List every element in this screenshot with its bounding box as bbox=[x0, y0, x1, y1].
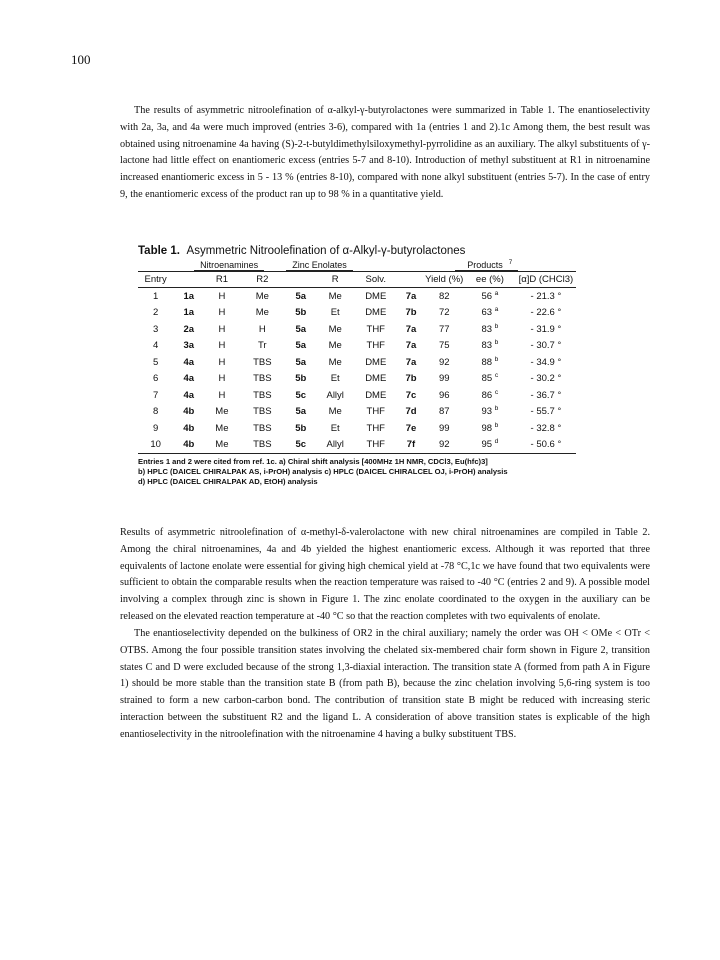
cell-enolate: 5a bbox=[295, 406, 307, 418]
cell-nitro: 4a bbox=[183, 389, 195, 401]
table-row bbox=[138, 288, 576, 305]
cell-enolate: 5a bbox=[295, 290, 307, 302]
cell-rotation: - 32.8 ° bbox=[530, 422, 562, 434]
cell-yield: 92 bbox=[424, 437, 464, 454]
cell-enolate: 5b bbox=[295, 373, 307, 385]
cell-rotation: - 30.2 ° bbox=[530, 373, 562, 385]
cell-solv: THF bbox=[366, 422, 385, 434]
cell-r1: H bbox=[218, 389, 226, 401]
footnote-line: d) HPLC (DAICEL CHIRALPAK AD, EtOH) analysis bbox=[138, 477, 318, 486]
cell-r: Me bbox=[328, 356, 342, 368]
cell-rotation: - 22.6 ° bbox=[530, 307, 562, 319]
cell-ee: 83 $^b$ bbox=[481, 322, 499, 335]
cell-rotation: - 55.7 ° bbox=[530, 406, 562, 418]
cell-yield: 99 bbox=[438, 373, 450, 385]
cell-solv: DME bbox=[365, 373, 387, 385]
table-label: Table 1. bbox=[138, 245, 180, 257]
cell-entry: 7 bbox=[152, 389, 159, 401]
cell-r1: H bbox=[218, 307, 226, 319]
cell-yield: 99 bbox=[438, 422, 450, 434]
cell-r1: Me bbox=[204, 437, 239, 454]
table-row bbox=[138, 338, 576, 355]
table-row bbox=[138, 305, 576, 322]
cell-rotation: - 31.9 ° bbox=[530, 323, 562, 335]
cell-product: 7d bbox=[405, 406, 417, 418]
cell-r2: Tr bbox=[257, 340, 267, 352]
cell-enolate: 5c bbox=[295, 389, 307, 401]
cell-ee: 86 $^c$ bbox=[481, 388, 499, 401]
cell-r: Me bbox=[328, 340, 342, 352]
cell-r: Allyl bbox=[326, 389, 344, 401]
col-yield: Yield (%) bbox=[424, 272, 464, 288]
cell-product: 7a bbox=[405, 356, 417, 368]
cell-rotation: - 34.9 ° bbox=[530, 356, 562, 368]
col-entry: Entry bbox=[138, 272, 173, 288]
cell-r1: H bbox=[218, 323, 226, 335]
paragraph-table1-summary: The results of asymmetric nitroolefination of α-alkyl-γ-butyrolactones were summarized in Table 1. The enantioselectivity with 2a, 3a, and 4a were much improved (entries 3-6), compared with 1a (entries 1 and 2).1c Among them, the best result was obtained using nitroenamine 4a having (S)-2-t-butyldimethylsiloxymethyl-pyrrolidine as an auxiliary. The alkyl substituents of γ-lactone had little effect on enantiomeric excess (entries 5-7 and 8-10). Introduction of methyl substituent at R1 in nitroenamine increased enantiomeric excess in 5 - 13 % (entries 8-10), compared with none alkyl substituent (entries 5-7). In the case of entry 9, the enantiomeric excess of the product ran up to 98 % in a quantitative yield. bbox=[120, 105, 650, 200]
cell-r: Allyl bbox=[316, 437, 354, 454]
cell-enolate: 5a bbox=[295, 323, 307, 335]
cell-yield: 75 bbox=[438, 340, 450, 352]
table-row bbox=[138, 437, 576, 454]
cell-ee: 93 $^b$ bbox=[481, 405, 499, 418]
cell-nitro: 4a bbox=[183, 373, 195, 385]
cell-r2: TBS bbox=[253, 356, 272, 368]
cell-r1: H bbox=[218, 356, 226, 368]
cell-ee: 85 $^c$ bbox=[481, 372, 499, 385]
cell-nitro: 2a bbox=[183, 323, 195, 335]
table-row bbox=[138, 321, 576, 338]
cell-enolate: 5c bbox=[285, 437, 316, 454]
cell-ee: 98 $^b$ bbox=[481, 421, 499, 434]
cell-product: 7f bbox=[398, 437, 425, 454]
cell-solv: DME bbox=[365, 290, 387, 302]
cell-product: 7a bbox=[405, 323, 417, 335]
cell-yield: 72 bbox=[438, 307, 450, 319]
cell-product: 7c bbox=[405, 389, 417, 401]
paragraph-table2-results: Results of asymmetric nitroolefination of α-methyl-δ-valerolactone with new chiral nitroenamines are compiled in Table 2. Among the chiral nitroenamines, 4a and 4b yielded the highest enantiomeric excess. Although it was reported that three equivalents of lactone enolate were essential for giving high chemical yield at -78 °C,1c we have found that two equivalents were sufficient to obtain the comparable results when the reaction temperature was raised to -40 °C (entries 2 and 9). A possible model involving a complex through zinc is shown in Figure 1. The zinc enolate coordinated to the oxygen in the auxiliary can be released on the elevated reaction temperature at -40 °C so that the reaction completes with two equivalents of enolate. bbox=[120, 527, 650, 622]
cell-enolate: 5b bbox=[295, 422, 307, 434]
col-r: R bbox=[316, 272, 354, 288]
col-rotation: [α]D (CHCl3) bbox=[516, 272, 576, 288]
cell-r1: H bbox=[218, 340, 226, 352]
col-r1: R1 bbox=[204, 272, 239, 288]
cell-solv: THF bbox=[366, 340, 385, 352]
page-number: 100 bbox=[71, 52, 91, 67]
table-caption bbox=[138, 245, 576, 257]
cell-r2: TBS bbox=[253, 422, 272, 434]
cell-solv: THF bbox=[366, 323, 385, 335]
cell-enolate: 5a bbox=[295, 356, 307, 368]
cell-rotation: - 30.7 ° bbox=[530, 340, 562, 352]
cell-r1: Me bbox=[215, 422, 229, 434]
cell-ee: 63 $^a$ bbox=[481, 306, 499, 319]
cell-entry: 3 bbox=[152, 323, 159, 335]
table-footnotes bbox=[138, 457, 576, 487]
table-row bbox=[138, 387, 576, 404]
cell-r: Me bbox=[328, 406, 342, 418]
cell-entry: 5 bbox=[152, 356, 159, 368]
cell-r2: TBS bbox=[240, 437, 286, 454]
cell-nitro: 4b bbox=[183, 422, 195, 434]
cell-nitro: 4b bbox=[183, 406, 195, 418]
cell-product: 7e bbox=[405, 422, 417, 434]
cell-nitro: 4a bbox=[183, 356, 195, 368]
cell-enolate: 5a bbox=[295, 340, 307, 352]
cell-r2: TBS bbox=[253, 406, 272, 418]
cell-rotation: - 21.3 ° bbox=[530, 290, 562, 302]
cell-entry: 10 bbox=[138, 437, 173, 454]
cell-ee: 56 $^a$ bbox=[481, 289, 499, 302]
cell-r1: H bbox=[218, 373, 226, 385]
cell-solv: DME bbox=[365, 307, 387, 319]
paragraph-transition-states: The enantioselectivity depended on the bulkiness of OR2 in the chiral auxiliary; namely the order was OH < OMe < OTr < OTBS. Among the four possible transition states involving the chelated six-membered chair form shown in Figure 2, transition states C and D were excluded because of the strong 1,3-diaxial interaction. The transition state A (formed from path A in Figure 1) should be more stable than the transition state B (from path B), because the zinc chelation involving 5,6-ring system is too strained to form a new carbon-carbon bond. The contribution of transition state B might be reduced with increasing steric interaction between the substituent R2 and the ligand L. A consideration of above transition states is explicable of the high enantioselectivity in the nitroolefination with the nitroenamine 4 having a bulky substituent TBS. bbox=[120, 628, 650, 740]
group-header-products: Products $^7$ bbox=[455, 260, 518, 271]
footnote-line: b) HPLC (DAICEL CHIRALPAK AS, i-PrOH) analysis c) HPLC (DAICEL CHIRALCEL OJ, i-PrOH) analysis bbox=[138, 467, 508, 476]
cell-entry: 9 bbox=[152, 422, 159, 434]
group-header-row bbox=[138, 259, 576, 272]
cell-entry: 2 bbox=[152, 307, 159, 319]
cell-entry: 4 bbox=[152, 340, 159, 352]
cell-r2: Me bbox=[255, 290, 269, 302]
cell-ee: 95 $^d$ bbox=[464, 437, 516, 454]
cell-enolate: 5b bbox=[295, 307, 307, 319]
results-table bbox=[138, 259, 576, 454]
cell-r: Et bbox=[330, 373, 340, 385]
cell-solv: DME bbox=[365, 389, 387, 401]
cell-r: Et bbox=[330, 422, 340, 434]
cell-r: Et bbox=[330, 307, 340, 319]
cell-yield: 82 bbox=[438, 290, 450, 302]
table-title: Asymmetric Nitroolefination of α-Alkyl-γ-butyrolactones bbox=[186, 245, 466, 257]
cell-yield: 77 bbox=[438, 323, 450, 335]
cell-product: 7b bbox=[405, 373, 417, 385]
cell-nitro: 1a bbox=[183, 307, 195, 319]
cell-nitro: 4b bbox=[173, 437, 204, 454]
cell-solv: THF bbox=[354, 437, 398, 454]
group-header-nitroenamines: Nitroenamines bbox=[194, 260, 264, 271]
cell-entry: 1 bbox=[152, 290, 159, 302]
cell-r: Me bbox=[328, 290, 342, 302]
table-row bbox=[138, 371, 576, 388]
cell-solv: DME bbox=[365, 356, 387, 368]
cell-product: 7b bbox=[405, 307, 417, 319]
cell-entry: 6 bbox=[152, 373, 159, 385]
cell-product: 7a bbox=[405, 290, 417, 302]
cell-yield: 92 bbox=[438, 356, 450, 368]
cell-solv: THF bbox=[366, 406, 385, 418]
footnote-line: Entries 1 and 2 were cited from ref. 1c. a) Chiral shift analysis [400MHz 1H NMR, CDCl3, Eu(hfc)3] bbox=[138, 457, 488, 466]
table-row bbox=[138, 420, 576, 437]
cell-entry: 8 bbox=[152, 406, 159, 418]
cell-r1: Me bbox=[215, 406, 229, 418]
col-solvent: Solv. bbox=[354, 272, 398, 288]
cell-nitro: 1a bbox=[183, 290, 195, 302]
table-1 bbox=[138, 245, 576, 487]
cell-r1: H bbox=[218, 290, 226, 302]
cell-ee: 83 $^b$ bbox=[481, 339, 499, 352]
table-row bbox=[138, 354, 576, 371]
col-ee: ee (%) bbox=[464, 272, 516, 288]
cell-rotation: - 36.7 ° bbox=[530, 389, 562, 401]
cell-r2: Me bbox=[255, 307, 269, 319]
cell-r2: TBS bbox=[253, 373, 272, 385]
col-r2: R2 bbox=[240, 272, 286, 288]
cell-nitro: 3a bbox=[183, 340, 195, 352]
column-header-row bbox=[138, 272, 576, 288]
cell-r2: H bbox=[258, 323, 266, 335]
table-row bbox=[138, 404, 576, 421]
cell-r: Me bbox=[328, 323, 342, 335]
cell-rotation: - 50.6 ° bbox=[516, 437, 576, 454]
cell-product: 7a bbox=[405, 340, 417, 352]
cell-ee: 88 $^b$ bbox=[481, 355, 499, 368]
group-header-zinc-enolates: Zinc Enolates bbox=[286, 260, 353, 271]
cell-r2: TBS bbox=[253, 389, 272, 401]
cell-yield: 87 bbox=[438, 406, 450, 418]
cell-yield: 96 bbox=[438, 389, 450, 401]
